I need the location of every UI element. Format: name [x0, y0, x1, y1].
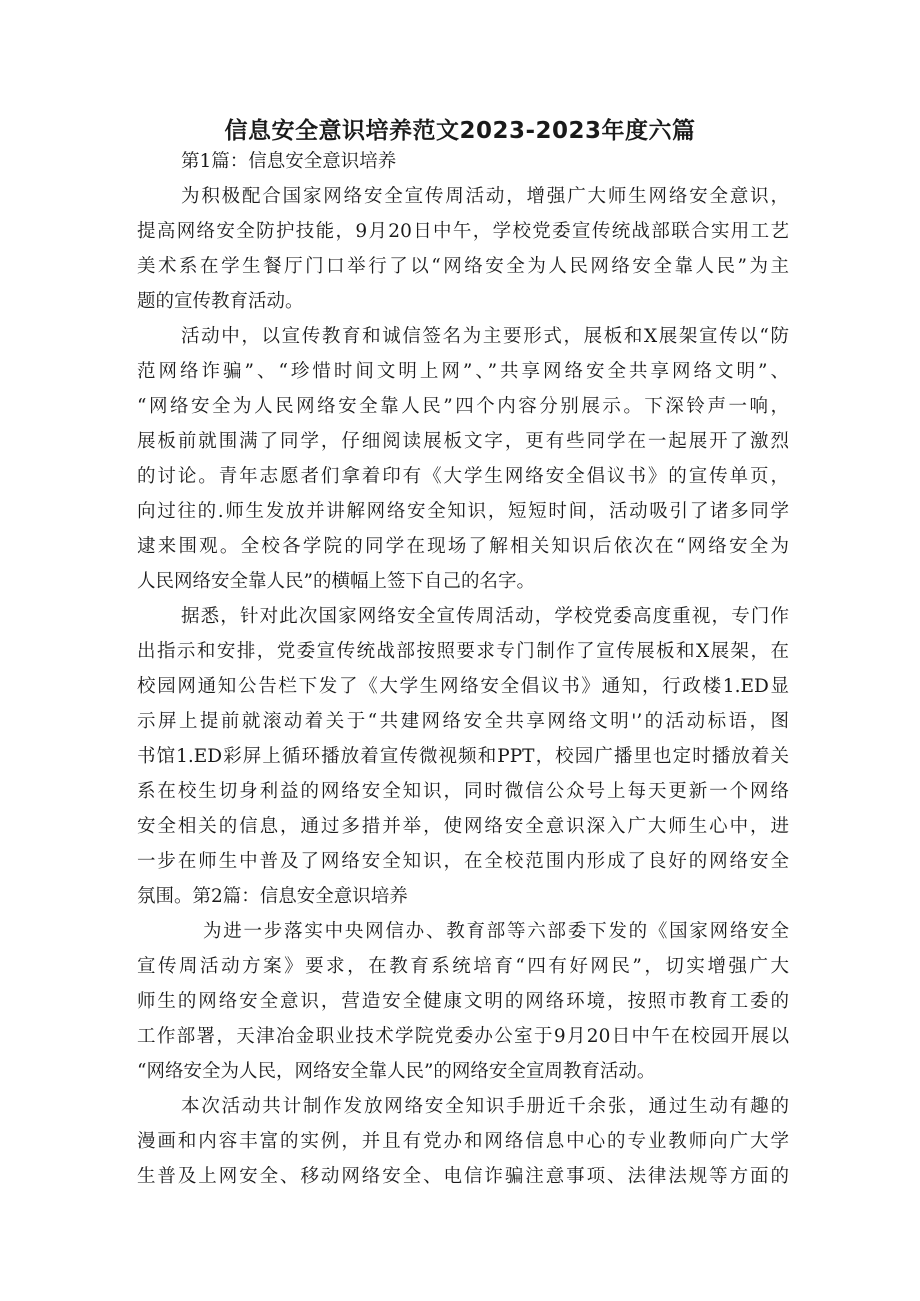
paragraph-line: 范网络诈骗”、“珍惜时间文明上网”、”共享网络安全共享网络文明”、: [137, 361, 789, 382]
paragraph-line: “网络安全为人民，网络安全靠人民”的网络安全宣周教育活动。: [137, 1061, 656, 1082]
paragraph-line: 漫画和内容丰富的实例，并且有党办和网络信息中心的专业教师向广大学: [137, 1131, 789, 1152]
paragraph-line: 向过往的.师生发放并讲解网络安全知识，短短时间，活动吸引了诸多同学: [137, 501, 789, 522]
paragraph-line: 氛围。第2篇：信息安全意识培养: [137, 886, 408, 907]
paragraph-line: 为进一步落实中央网信办、教育部等六部委下发的《国家网络安全: [203, 921, 789, 942]
paragraph-line: 宣传周活动方案》要求，在教育系统培育“四有好网民”，切实增强广大: [137, 956, 789, 977]
paragraph-line: “网络安全为人民网络安全靠人民”四个内容分别展示。下深铃声一响，: [137, 396, 789, 417]
paragraph-line: 安全相关的信息，通过多措并举，使网络安全意识深入广大师生心中，进: [137, 816, 789, 837]
paragraph-line: 系在校生切身利益的网络安全知识，同时微信公众号上每天更新一个网络: [137, 781, 789, 802]
paragraph-line: 为积极配合国家网络安全宣传周活动，增强广大师生网络安全意识，: [181, 186, 789, 207]
document-title: 信息安全意识培养范文2023-2023年度六篇: [224, 118, 696, 144]
paragraph-line: 提高网络安全防护技能，9月20日中午，学校党委宣传统战部联合实用工艺: [137, 221, 789, 242]
paragraph-line: 人民网络安全靠人民”的横幅上签下自己的名字。: [137, 571, 535, 592]
paragraph-line: 美术系在学生餐厅门口举行了以“网络安全为人民网络安全靠人民”为主: [137, 256, 789, 277]
paragraph-line: 师生的网络安全意识，营造安全健康文明的网络环境，按照市教育工委的: [137, 991, 789, 1012]
paragraph-line: 据悉，针对此次国家网络安全宣传周活动，学校党委高度重视，专门作: [181, 606, 789, 627]
section-heading: 第1篇：信息安全意识培养: [181, 151, 397, 172]
paragraph-line: 工作部署，天津冶金职业技术学院党委办公室于9月20日中午在校园开展以: [137, 1026, 789, 1047]
paragraph-line: 的讨论。青年志愿者们拿着印有《大学生网络安全倡议书》的宣传单页，: [137, 466, 789, 487]
paragraph-line: 书馆1.ED彩屏上循环播放着宣传微视频和PPT，校园广播里也定时播放着关: [137, 746, 789, 767]
paragraph-line: 校园网通知公告栏下发了《大学生网络安全倡议书》通知，行政楼1.ED显: [137, 676, 789, 697]
paragraph-line: 生普及上网安全、移动网络安全、电信诈骗注意事项、法律法规等方面的: [137, 1166, 789, 1187]
paragraph-line: 出指示和安排，党委宣传统战部按照要求专门制作了宣传展板和X展架，在: [137, 641, 789, 662]
paragraph-line: 题的宣传教育活动。: [137, 291, 304, 312]
paragraph-line: 活动中，以宣传教育和诚信签名为主要形式，展板和X展架宣传以“防: [181, 326, 789, 347]
paragraph-line: 示屏上提前就滚动着关于“共建网络安全共享网络文明'’的活动标语，图: [137, 711, 789, 732]
paragraph-line: 逮来围观。全校各学院的同学在现场了解相关知识后依次在“网络安全为: [137, 536, 789, 557]
paragraph-line: 展板前就围满了同学，仔细阅读展板文字，更有些同学在一起展开了激烈: [137, 431, 789, 452]
paragraph-line: 一步在师生中普及了网络安全知识，在全校范围内形成了良好的网络安全: [137, 851, 789, 872]
paragraph-line: 本次活动共计制作发放网络安全知识手册近千余张，通过生动有趣的: [181, 1096, 789, 1117]
